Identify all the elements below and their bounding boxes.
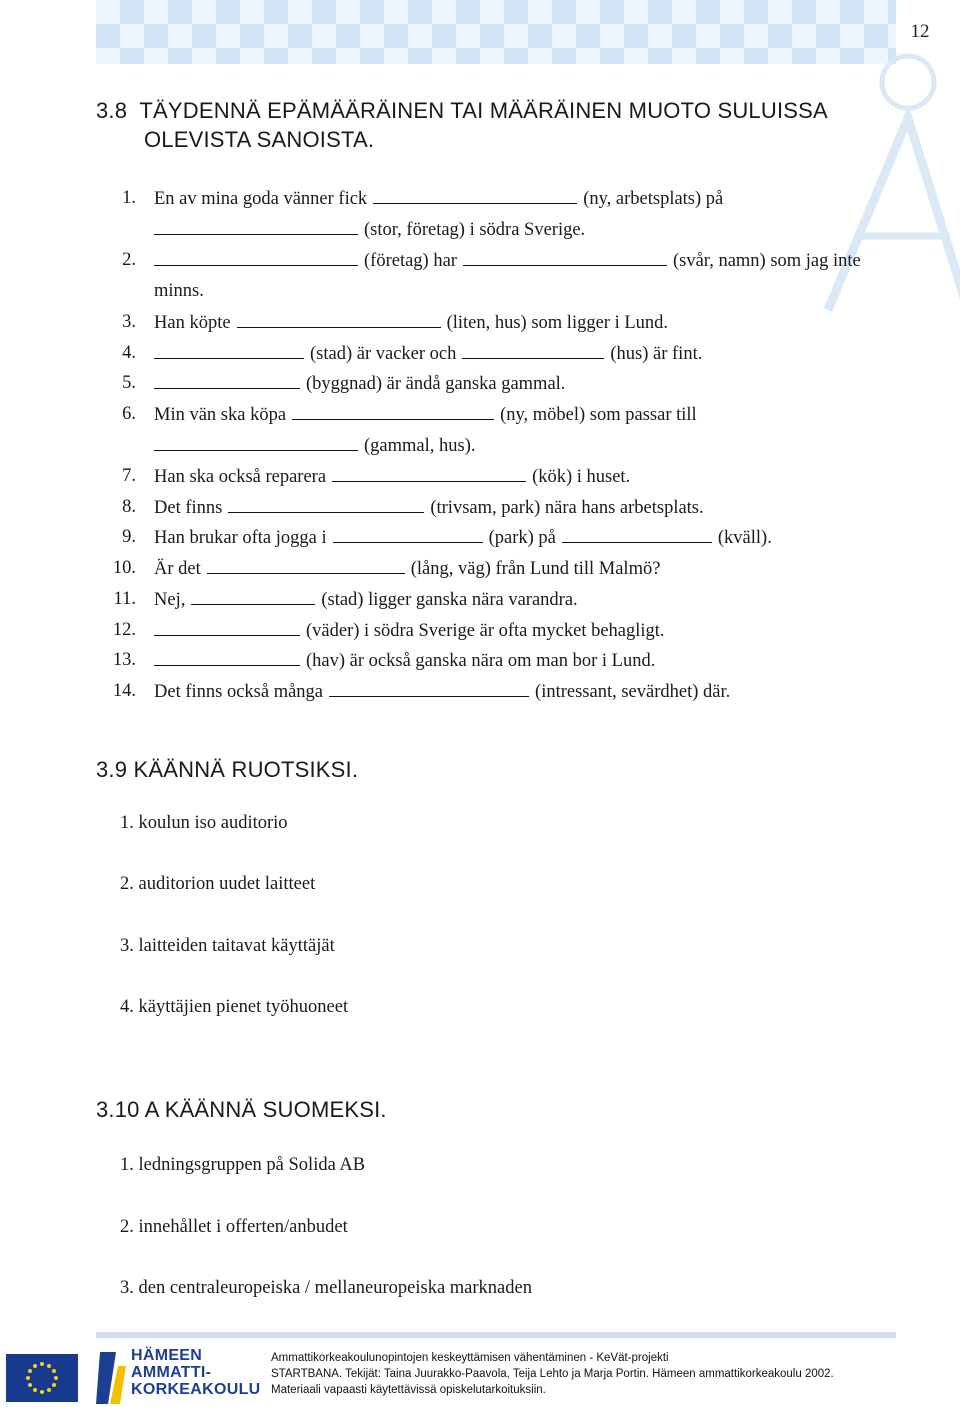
answer-blank[interactable] xyxy=(154,341,304,359)
section-3-9-heading: 3.9 KÄÄNNÄ RUOTSIKSI. xyxy=(96,757,359,782)
list-item: 4. käyttäjien pienet työhuoneet xyxy=(120,997,349,1017)
item-number: 2. xyxy=(122,250,136,270)
item-text: (intressant, sevärdhet) där. xyxy=(535,682,731,702)
watermark-a-ring-icon xyxy=(820,40,960,330)
item-text: (företag) har xyxy=(364,251,457,271)
item-number: 4. xyxy=(122,343,136,363)
item-number: 12. xyxy=(112,620,136,640)
answer-blank[interactable] xyxy=(154,248,358,266)
list-item: 3. laitteiden taitavat käyttäjät xyxy=(120,936,335,956)
footer-line: STARTBANA. Tekijät: Taina Juurakko-Paavola, Teija Lehto ja Marja Portin. Hämeen ammattikorkeakoulu 2002. xyxy=(271,1368,834,1380)
list-item: 2. auditorion uudet laitteet xyxy=(120,874,316,894)
answer-blank[interactable] xyxy=(154,648,300,666)
list-item: 3. den centraleuropeiska / mellaneuropeiska marknaden xyxy=(120,1278,532,1298)
answer-blank[interactable] xyxy=(154,433,358,451)
item-text: (stad) är vacker och xyxy=(310,344,457,364)
list-item: 2. innehållet i offerten/anbudet xyxy=(120,1217,348,1237)
item-number: 10. xyxy=(112,558,136,578)
answer-blank[interactable] xyxy=(332,464,526,482)
item-number: 5. xyxy=(122,373,136,393)
item-text: (väder) i södra Sverige är ofta mycket behagligt. xyxy=(306,621,665,641)
section-title: TÄYDENNÄ EPÄMÄÄRÄINEN TAI MÄÄRÄINEN MUOTO SULUISSA xyxy=(139,98,828,123)
item-text: (stad) ligger ganska nära varandra. xyxy=(321,590,578,610)
item-text: (kväll). xyxy=(717,528,772,548)
page-number: 12 xyxy=(910,21,930,42)
item-text: (svår, namn) som jag inte xyxy=(672,251,861,271)
footer-line: Ammattikorkeakoulunopintojen keskeyttämisen vähentäminen - KeVät-projekti xyxy=(271,1352,669,1364)
list-item: 1. koulun iso auditorio xyxy=(120,813,288,833)
item-text: (gammal, hus). xyxy=(364,436,476,456)
item-text: (ny, arbetsplats) på xyxy=(583,189,724,209)
item-text: (hus) är fint. xyxy=(610,344,703,364)
item-text: (stor, företag) i södra Sverige. xyxy=(364,220,586,240)
item-number: 3. xyxy=(122,312,136,332)
eu-flag-icon xyxy=(6,1354,78,1402)
item-number: 14. xyxy=(112,681,136,701)
item-number: 9. xyxy=(122,527,136,547)
item-number: 8. xyxy=(122,497,136,517)
section-3-10-heading: 3.10 A KÄÄNNÄ SUOMEKSI. xyxy=(96,1097,387,1122)
footer-credits xyxy=(271,1350,834,1398)
answer-blank[interactable] xyxy=(462,341,604,359)
answer-blank[interactable] xyxy=(191,587,315,605)
answer-blank[interactable] xyxy=(207,556,405,574)
item-text: Han brukar ofta jogga i xyxy=(154,528,327,548)
answer-blank[interactable] xyxy=(373,186,577,204)
item-text: (liten, hus) som ligger i Lund. xyxy=(446,313,669,333)
answer-blank[interactable] xyxy=(333,525,483,543)
answer-blank[interactable] xyxy=(228,495,424,513)
footer-line: Materiaali vapaasti käytettävissä opiskelutarkoituksiin. xyxy=(271,1384,546,1396)
hamk-logo-text: HÄMEEN AMMATTI- KORKEAKOULU xyxy=(131,1347,261,1398)
item-text: minns. xyxy=(154,281,204,301)
item-number: 6. xyxy=(122,404,136,424)
item-number: 11. xyxy=(113,589,136,609)
item-text: (ny, möbel) som passar till xyxy=(500,405,697,425)
item-text: Nej, xyxy=(154,590,186,610)
answer-blank[interactable] xyxy=(329,679,529,697)
item-text: Min vän ska köpa xyxy=(154,405,287,425)
answer-blank[interactable] xyxy=(562,525,712,543)
answer-blank[interactable] xyxy=(154,217,358,235)
section-title-continued: OLEVISTA SANOISTA. xyxy=(144,127,375,152)
item-text: (hav) är också ganska nära om man bor i Lund. xyxy=(306,651,656,671)
answer-blank[interactable] xyxy=(154,371,300,389)
section-number: 3.8 xyxy=(96,98,128,123)
item-text: Det finns xyxy=(154,498,223,518)
header-pattern-band xyxy=(96,0,896,64)
item-text: Han ska också reparera xyxy=(154,467,327,487)
item-text: (lång, väg) från Lund till Malmö? xyxy=(410,559,661,579)
item-text: Är det xyxy=(154,559,201,579)
answer-blank[interactable] xyxy=(463,248,667,266)
section-3-8-heading xyxy=(96,98,828,153)
answer-blank[interactable] xyxy=(292,402,494,420)
item-text: (kök) i huset. xyxy=(532,467,631,487)
item-number: 13. xyxy=(112,650,136,670)
item-text: (trivsam, park) nära hans arbetsplats. xyxy=(430,498,704,518)
item-text: En av mina goda vänner fick xyxy=(154,189,368,209)
answer-blank[interactable] xyxy=(154,618,300,636)
list-item: 1. ledningsgruppen på Solida AB xyxy=(120,1155,366,1175)
item-number: 7. xyxy=(122,466,136,486)
item-number: 1. xyxy=(122,188,136,208)
item-text: (park) på xyxy=(488,528,556,548)
item-text: (byggnad) är ändå ganska gammal. xyxy=(306,374,566,394)
item-text: Det finns också många xyxy=(154,682,324,702)
item-text: Han köpte xyxy=(154,313,231,333)
footer-divider xyxy=(96,1332,896,1338)
answer-blank[interactable] xyxy=(237,310,441,328)
